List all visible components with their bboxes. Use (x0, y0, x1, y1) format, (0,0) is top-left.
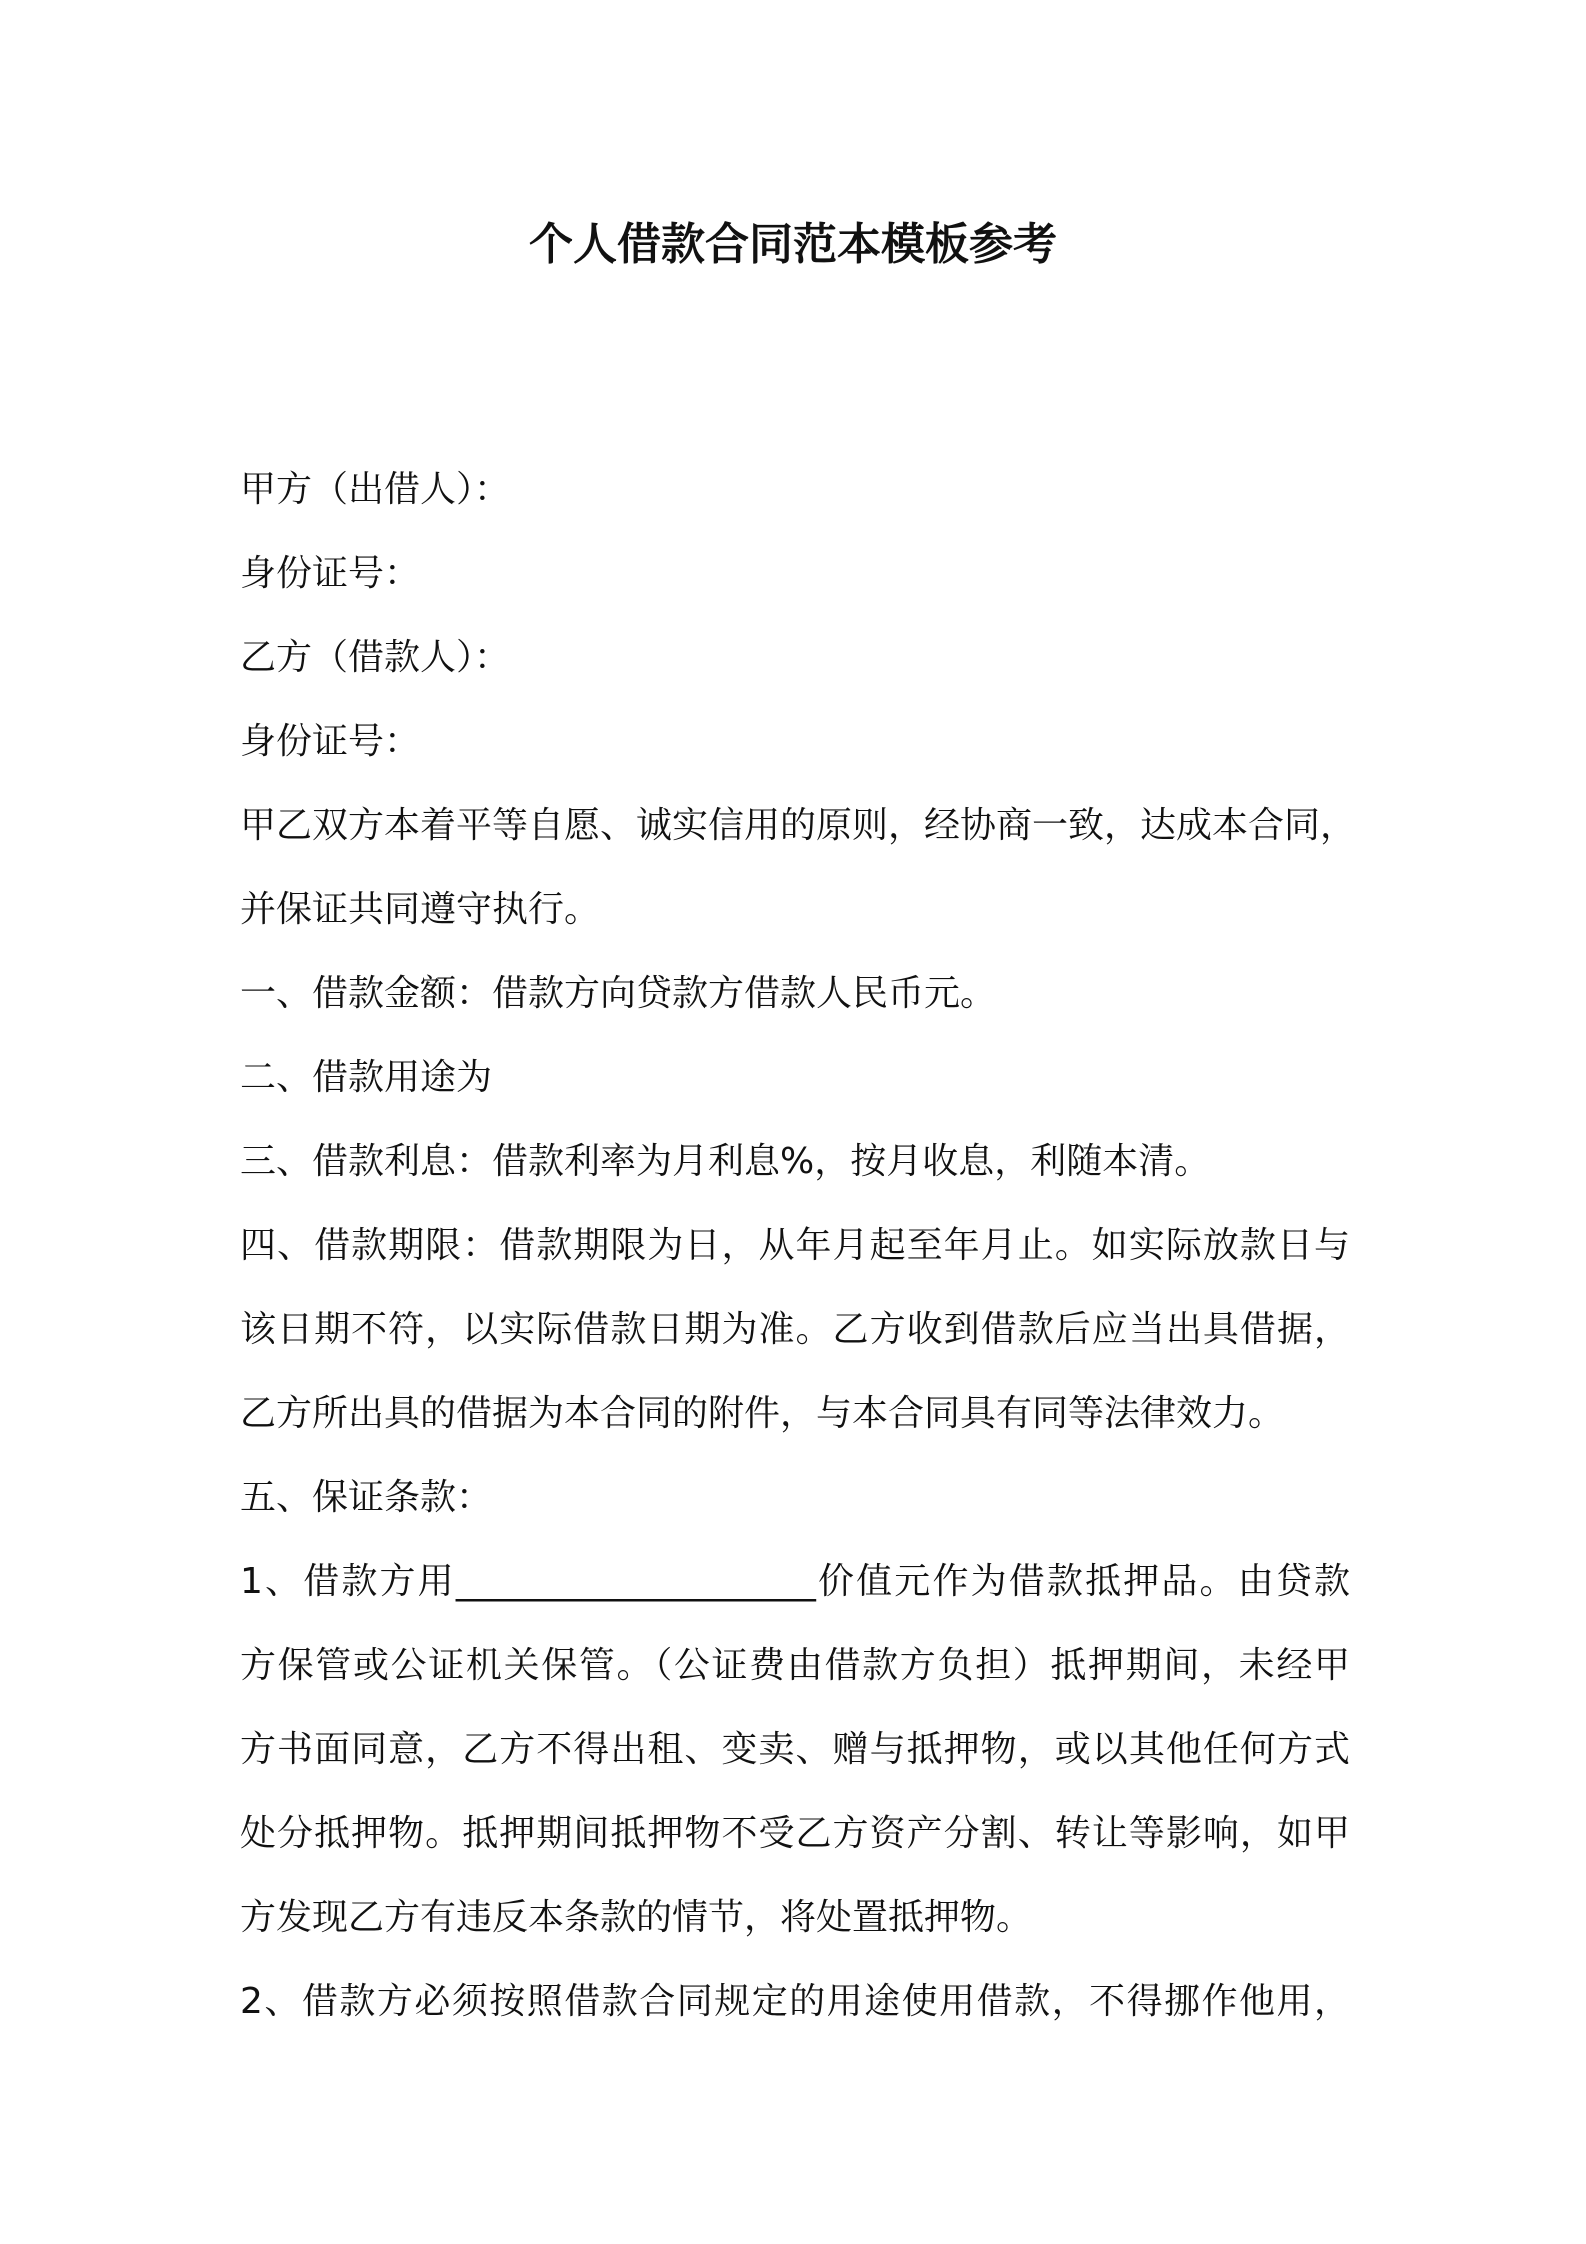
clause-4-term-line-3: 乙方所出具的借据为本合同的附件，与本合同具有同等法律效力。 (240, 1393, 1285, 1434)
preamble-line-2: 并保证共同遵守执行。 (240, 889, 601, 930)
clause-5-heading: 五、保证条款： (240, 1477, 493, 1518)
clause-4-term-line-1: 四、借款期限：借款期限为日，从年月起至年月止。如实际放款日与 (240, 1225, 1350, 1266)
clause-2-purpose: 二、借款用途为 (240, 1057, 493, 1098)
lender-label: 甲方（出借人）： (240, 469, 511, 510)
clause-5-2-line-1: 2、借款方必须按照借款合同规定的用途使用借款，不得挪作他用， (240, 1981, 1350, 2022)
clause-5-1-line-4: 处分抵押物。抵押期间抵押物不受乙方资产分割、转让等影响，如甲 (240, 1813, 1350, 1854)
clause-4-term-line-2: 该日期不符，以实际借款日期为准。乙方收到借款后应当出具借据， (240, 1309, 1350, 1350)
lender-id-label: 身份证号： (240, 553, 421, 594)
preamble-line-1: 甲乙双方本着平等自愿、诚实信用的原则，经协商一致，达成本合同， (240, 805, 1357, 846)
clause-1-amount: 一、借款金额：借款方向贷款方借款人民币元。 (240, 973, 997, 1014)
clause-5-1-line-1: 1、借款方用____________________价值元作为借款抵押品。由贷款 (240, 1561, 1350, 1602)
document-title: 个人借款合同范本模板参考 (529, 219, 1057, 270)
contract-body (240, 448, 1357, 2044)
clause-5-1-line-2: 方保管或公证机关保管。（公证费由借款方负担）抵押期间，未经甲 (240, 1645, 1350, 1686)
clause-3-interest: 三、借款利息：借款利率为月利息%，按月收息，利随本清。 (240, 1141, 1211, 1182)
clause-5-1-line-5: 方发现乙方有违反本条款的情节，将处置抵押物。 (240, 1897, 1033, 1938)
borrower-id-label: 身份证号： (240, 721, 421, 762)
borrower-label: 乙方（借款人）： (240, 637, 511, 678)
clause-5-1-line-3: 方书面同意，乙方不得出租、变卖、赠与抵押物，或以其他任何方式 (240, 1729, 1350, 1770)
